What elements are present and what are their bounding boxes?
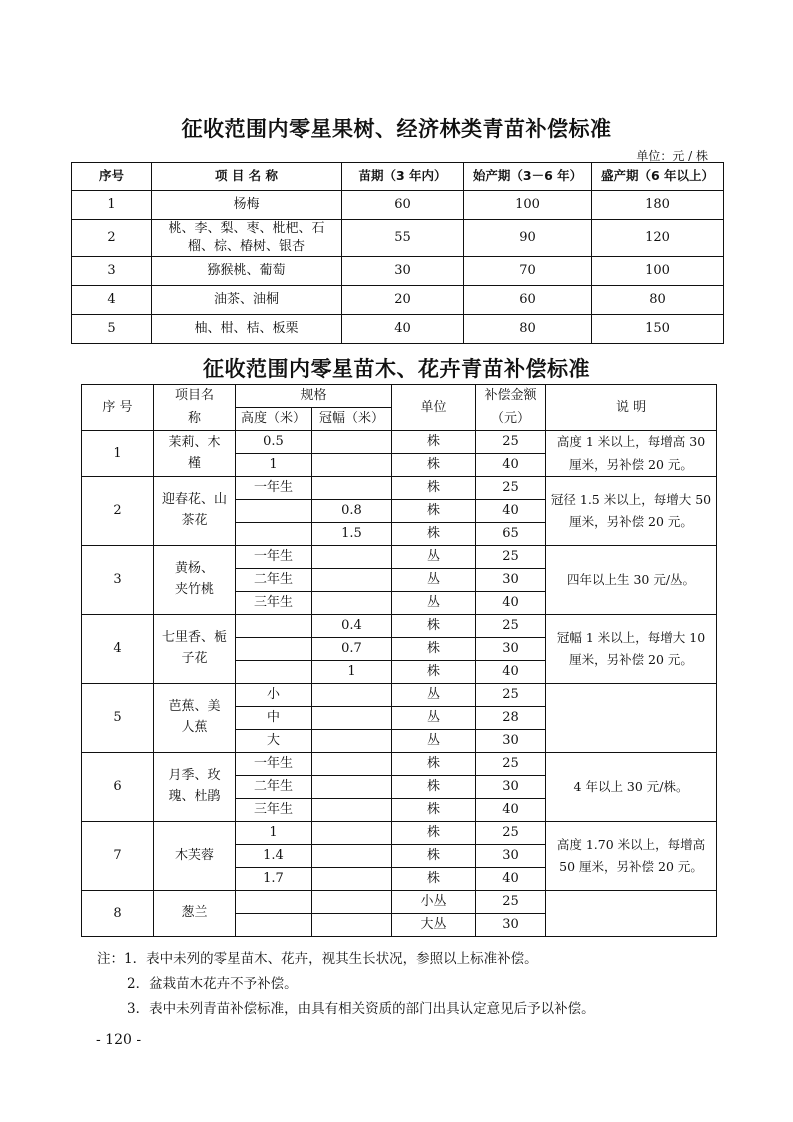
table1-header-no: 序号 — [72, 163, 152, 191]
crown-value — [312, 454, 392, 477]
amount-value: 30 — [476, 730, 546, 753]
amount-value: 40 — [476, 868, 546, 891]
table2-header-unit: 单位 — [392, 385, 476, 431]
table-row — [82, 891, 717, 914]
item-name: 杨梅 — [152, 191, 342, 220]
item-name: 猕猴桃、葡萄 — [152, 257, 342, 286]
unit-value: 丛 — [392, 592, 476, 615]
crown-value — [312, 914, 392, 937]
amount-value: 40 — [476, 799, 546, 822]
unit-value: 株 — [392, 776, 476, 799]
seedling-value: 55 — [342, 220, 464, 257]
unit-value: 株 — [392, 638, 476, 661]
crown-value — [312, 776, 392, 799]
amount-value: 25 — [476, 684, 546, 707]
row-number: 2 — [72, 220, 152, 257]
amount-value: 30 — [476, 776, 546, 799]
initial-value: 80 — [464, 315, 592, 344]
amount-value: 28 — [476, 707, 546, 730]
unit-value: 大丛 — [392, 914, 476, 937]
group-name: 葱兰 — [154, 891, 236, 937]
unit-value: 株 — [392, 477, 476, 500]
table-row — [82, 615, 717, 638]
unit-value: 株 — [392, 500, 476, 523]
peak-value: 80 — [592, 286, 724, 315]
crown-value: 0.7 — [312, 638, 392, 661]
group-number: 2 — [82, 477, 154, 546]
table1-header-name: 项 目 名 称 — [152, 163, 342, 191]
height-value — [236, 891, 312, 914]
table-row — [72, 257, 724, 286]
unit-value: 株 — [392, 868, 476, 891]
height-value: 二年生 — [236, 569, 312, 592]
height-value — [236, 661, 312, 684]
amount-value: 25 — [476, 822, 546, 845]
initial-value: 60 — [464, 286, 592, 315]
table1-header-row — [72, 163, 724, 191]
table-row — [82, 431, 717, 454]
amount-value: 25 — [476, 753, 546, 776]
peak-value: 180 — [592, 191, 724, 220]
amount-value: 40 — [476, 454, 546, 477]
group-note: 四年以上生 30 元/丛。 — [546, 546, 717, 615]
row-number: 3 — [72, 257, 152, 286]
crown-value: 1.5 — [312, 523, 392, 546]
table-row — [82, 684, 717, 707]
item-name: 柚、柑、桔、板栗 — [152, 315, 342, 344]
group-note: 冠径 1.5 米以上，每增大 50 厘米，另补偿 20 元。 — [546, 477, 717, 546]
initial-value: 70 — [464, 257, 592, 286]
group-number: 5 — [82, 684, 154, 753]
footnote-3: 3．表中未列青苗补偿标准，由具有相关资质的部门出具认定意见后予以补偿。 — [127, 1001, 595, 1017]
height-value: 1 — [236, 822, 312, 845]
group-name: 月季、玫瑰、杜鹃 — [154, 753, 236, 822]
group-note: 冠幅 1 米以上，每增大 10 厘米，另补偿 20 元。 — [546, 615, 717, 684]
item-name: 油茶、油桐 — [152, 286, 342, 315]
crown-value — [312, 799, 392, 822]
seedling-value: 30 — [342, 257, 464, 286]
footnote-1: 注：1．表中未列的零星苗木、花卉，视其生长状况，参照以上标准补偿。 — [97, 951, 538, 967]
group-note: 高度 1 米以上，每增高 30 厘米，另补偿 20 元。 — [546, 431, 717, 477]
crown-value: 0.4 — [312, 615, 392, 638]
crown-value — [312, 753, 392, 776]
table2-header-row — [82, 385, 717, 408]
height-value: 一年生 — [236, 546, 312, 569]
amount-value: 30 — [476, 569, 546, 592]
table-row — [82, 546, 717, 569]
group-note — [546, 684, 717, 753]
amount-value: 40 — [476, 592, 546, 615]
height-value: 中 — [236, 707, 312, 730]
group-name: 迎春花、山茶花 — [154, 477, 236, 546]
table2-header-crown: 冠幅（米） — [312, 408, 392, 431]
unit-value: 株 — [392, 822, 476, 845]
table-row — [82, 753, 717, 776]
table-row — [72, 286, 724, 315]
table-row — [72, 191, 724, 220]
crown-value: 0.8 — [312, 500, 392, 523]
amount-value: 25 — [476, 477, 546, 500]
table2-header-no: 序 号 — [82, 385, 154, 431]
crown-value — [312, 431, 392, 454]
crown-value — [312, 684, 392, 707]
table2-header-spec: 规格 — [236, 385, 392, 408]
row-number: 1 — [72, 191, 152, 220]
footnotes — [97, 947, 595, 1022]
height-value: 1 — [236, 454, 312, 477]
amount-value: 65 — [476, 523, 546, 546]
group-name: 茉莉、木槿 — [154, 431, 236, 477]
unit-value: 株 — [392, 615, 476, 638]
height-value: 小 — [236, 684, 312, 707]
height-value: 1.4 — [236, 845, 312, 868]
amount-value: 30 — [476, 845, 546, 868]
height-value — [236, 523, 312, 546]
height-value: 一年生 — [236, 477, 312, 500]
unit-value: 丛 — [392, 546, 476, 569]
crown-value — [312, 592, 392, 615]
unit-value: 株 — [392, 454, 476, 477]
table2-header-item: 项目名称 — [154, 385, 236, 431]
table1-unit-label: 单位：元 / 株 — [636, 149, 708, 163]
seedling-value: 20 — [342, 286, 464, 315]
crown-value — [312, 730, 392, 753]
crown-value — [312, 707, 392, 730]
table-row — [82, 477, 717, 500]
height-value — [236, 500, 312, 523]
fruit-tree-compensation-table — [71, 162, 724, 344]
table1-header-initial: 始产期（3－6 年） — [464, 163, 592, 191]
group-note: 4 年以上 30 元/株。 — [546, 753, 717, 822]
amount-value: 25 — [476, 546, 546, 569]
height-value: 三年生 — [236, 799, 312, 822]
table-row — [72, 315, 724, 344]
group-name: 芭蕉、美人蕉 — [154, 684, 236, 753]
unit-value: 丛 — [392, 569, 476, 592]
unit-value: 株 — [392, 753, 476, 776]
unit-value: 丛 — [392, 684, 476, 707]
height-value: 大 — [236, 730, 312, 753]
seedling-value: 60 — [342, 191, 464, 220]
group-note — [546, 891, 717, 937]
amount-value: 25 — [476, 891, 546, 914]
group-note: 高度 1.70 米以上，每增高 50 厘米，另补偿 20 元。 — [546, 822, 717, 891]
table1-header-peak: 盛产期（6 年以上） — [592, 163, 724, 191]
page-number: - 120 - — [96, 1032, 142, 1048]
height-value: 1.7 — [236, 868, 312, 891]
table-row — [72, 220, 724, 257]
amount-value: 40 — [476, 500, 546, 523]
seedling-value: 40 — [342, 315, 464, 344]
group-name: 木芙蓉 — [154, 822, 236, 891]
unit-value: 株 — [392, 845, 476, 868]
height-value — [236, 615, 312, 638]
group-number: 4 — [82, 615, 154, 684]
height-value: 二年生 — [236, 776, 312, 799]
row-number: 5 — [72, 315, 152, 344]
group-name: 七里香、栀子花 — [154, 615, 236, 684]
peak-value: 100 — [592, 257, 724, 286]
unit-value: 株 — [392, 523, 476, 546]
crown-value — [312, 477, 392, 500]
unit-value: 株 — [392, 799, 476, 822]
height-value — [236, 914, 312, 937]
table2-header-amount: 补偿金额（元） — [476, 385, 546, 431]
group-number: 1 — [82, 431, 154, 477]
table2-title: 征收范围内零星苗木、花卉青苗补偿标准 — [203, 357, 590, 381]
initial-value: 100 — [464, 191, 592, 220]
unit-value: 丛 — [392, 730, 476, 753]
crown-value — [312, 569, 392, 592]
peak-value: 120 — [592, 220, 724, 257]
crown-value — [312, 845, 392, 868]
table-row — [82, 822, 717, 845]
nursery-flower-compensation-table — [81, 384, 717, 937]
amount-value: 40 — [476, 661, 546, 684]
footnote-2: 2．盆栽苗木花卉不予补偿。 — [127, 976, 298, 992]
peak-value: 150 — [592, 315, 724, 344]
crown-value — [312, 868, 392, 891]
height-value: 0.5 — [236, 431, 312, 454]
amount-value: 25 — [476, 431, 546, 454]
amount-value: 25 — [476, 615, 546, 638]
amount-value: 30 — [476, 638, 546, 661]
table1-header-seedling: 苗期（3 年内） — [342, 163, 464, 191]
crown-value — [312, 822, 392, 845]
table2-header-height: 高度（米） — [236, 408, 312, 431]
unit-value: 株 — [392, 431, 476, 454]
height-value: 三年生 — [236, 592, 312, 615]
height-value: 一年生 — [236, 753, 312, 776]
item-name: 桃、李、梨、枣、枇杷、石榴、棕、椿树、银杏 — [152, 220, 342, 257]
group-number: 3 — [82, 546, 154, 615]
height-value — [236, 638, 312, 661]
row-number: 4 — [72, 286, 152, 315]
group-number: 7 — [82, 822, 154, 891]
unit-value: 丛 — [392, 707, 476, 730]
crown-value: 1 — [312, 661, 392, 684]
unit-value: 株 — [392, 661, 476, 684]
group-number: 8 — [82, 891, 154, 937]
table2-header-note: 说 明 — [546, 385, 717, 431]
group-number: 6 — [82, 753, 154, 822]
initial-value: 90 — [464, 220, 592, 257]
table1-title: 征收范围内零星果树、经济林类青苗补偿标准 — [181, 117, 612, 141]
crown-value — [312, 891, 392, 914]
unit-value: 小丛 — [392, 891, 476, 914]
crown-value — [312, 546, 392, 569]
group-name: 黄杨、夹竹桃 — [154, 546, 236, 615]
amount-value: 30 — [476, 914, 546, 937]
